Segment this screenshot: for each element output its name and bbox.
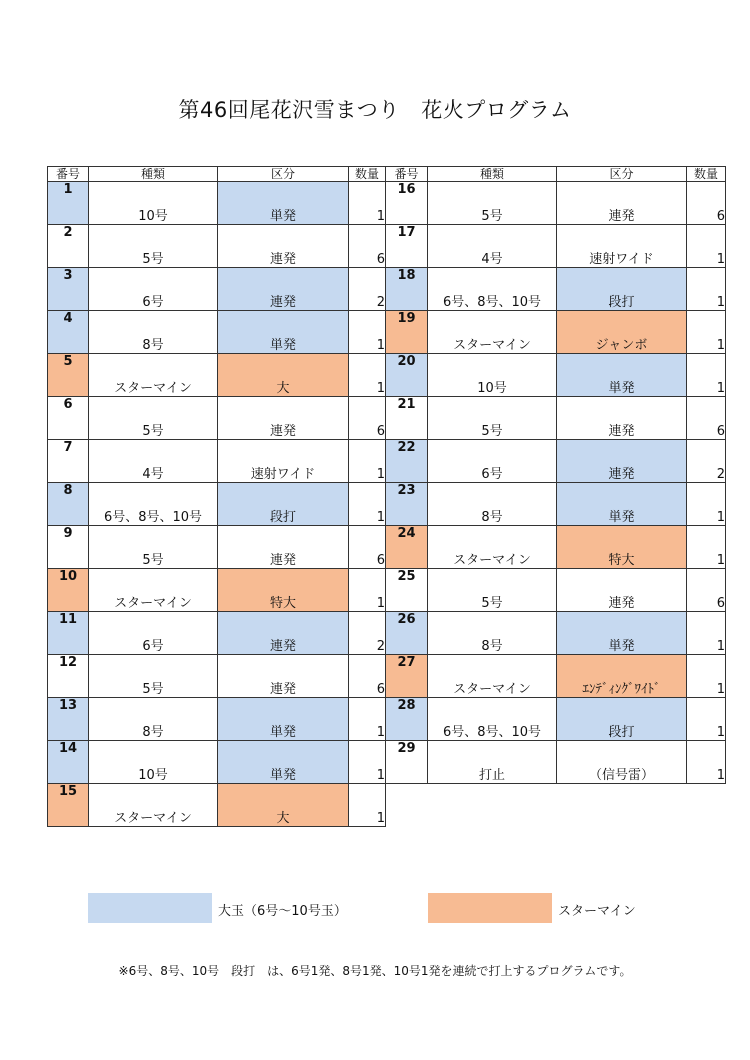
table-row [48,483,386,526]
program-number: 10 [48,569,89,612]
table-row [386,311,726,354]
firework-category: 特大 [218,569,349,612]
program-number: 12 [48,655,89,698]
firework-category: 連発 [218,268,349,311]
firework-category: 連発 [218,526,349,569]
firework-category: 単発 [557,483,687,526]
firework-kind: スターマイン [89,569,218,612]
firework-kind: 5号 [428,569,557,612]
table-row [386,569,726,612]
firework-category: 単発 [557,612,687,655]
program-number: 11 [48,612,89,655]
firework-quantity: 2 [687,440,726,483]
program-number: 3 [48,268,89,311]
firework-kind: スターマイン [428,526,557,569]
program-number: 1 [48,182,89,225]
firework-category: 特大 [557,526,687,569]
firework-quantity: 6 [687,569,726,612]
table-header-row [48,167,386,182]
table-row [386,741,726,784]
table-row [48,225,386,268]
table-header-row [386,167,726,182]
program-number: 14 [48,741,89,784]
program-table-right [385,166,726,784]
firework-kind: 6号 [428,440,557,483]
firework-kind: 5号 [89,225,218,268]
firework-kind: 10号 [428,354,557,397]
firework-category: 段打 [557,698,687,741]
firework-quantity: 1 [687,354,726,397]
table-row [48,655,386,698]
page-title: 第46回尾花沢雪まつり 花火プログラム [178,98,572,122]
table-row [386,612,726,655]
firework-quantity: 2 [349,612,386,655]
table-row [386,698,726,741]
firework-kind: スターマイン [428,311,557,354]
firework-kind: 6号、8号、10号 [89,483,218,526]
program-number: 27 [386,655,428,698]
program-number: 22 [386,440,428,483]
table-row [386,526,726,569]
firework-category: 連発 [557,569,687,612]
program-number: 19 [386,311,428,354]
program-number: 28 [386,698,428,741]
table-row [48,741,386,784]
firework-quantity: 1 [687,311,726,354]
table-row [386,225,726,268]
program-number: 6 [48,397,89,440]
program-number: 23 [386,483,428,526]
program-number: 29 [386,741,428,784]
header-cat: 区分 [557,167,687,182]
firework-category: 速射ワイド [218,440,349,483]
firework-category: 段打 [557,268,687,311]
firework-quantity: 6 [349,225,386,268]
legend-swatch-large-shell [88,893,212,923]
table-row [48,526,386,569]
program-number: 18 [386,268,428,311]
legend-swatch-starmine [428,893,552,923]
firework-category: 大 [218,354,349,397]
program-number: 20 [386,354,428,397]
program-number: 5 [48,354,89,397]
firework-quantity: 1 [687,526,726,569]
firework-category: 連発 [557,440,687,483]
firework-kind: スターマイン [89,784,218,827]
firework-quantity: 2 [349,268,386,311]
firework-quantity: 6 [687,397,726,440]
table-row [386,440,726,483]
firework-kind: 4号 [89,440,218,483]
firework-kind: 5号 [89,397,218,440]
firework-category: 連発 [557,397,687,440]
firework-category: 連発 [218,225,349,268]
table-row [386,182,726,225]
header-cat: 区分 [218,167,349,182]
firework-kind: 6号 [89,612,218,655]
firework-category: 連発 [218,655,349,698]
table-row [48,569,386,612]
program-number: 17 [386,225,428,268]
firework-category: （信号雷） [557,741,687,784]
program-number: 8 [48,483,89,526]
table-row [386,268,726,311]
firework-kind: 5号 [89,526,218,569]
firework-quantity: 6 [687,182,726,225]
firework-category: 単発 [557,354,687,397]
firework-quantity: 1 [687,268,726,311]
firework-quantity: 6 [349,397,386,440]
firework-quantity: 6 [349,526,386,569]
table-row [386,655,726,698]
legend-label-starmine: スターマイン [558,904,636,919]
table-row [48,784,386,827]
firework-kind: 8号 [428,612,557,655]
firework-category: 速射ワイド [557,225,687,268]
header-kind: 種類 [428,167,557,182]
table-row [48,354,386,397]
program-number: 2 [48,225,89,268]
program-number: 16 [386,182,428,225]
firework-quantity: 1 [687,225,726,268]
firework-kind: 8号 [89,698,218,741]
firework-kind: 8号 [428,483,557,526]
firework-quantity: 1 [687,655,726,698]
firework-quantity: 1 [349,741,386,784]
table-row [48,397,386,440]
firework-quantity: 1 [687,741,726,784]
table-row [48,698,386,741]
table-row [48,612,386,655]
firework-category: 連発 [218,612,349,655]
program-number: 15 [48,784,89,827]
firework-kind: スターマイン [89,354,218,397]
table-row [48,311,386,354]
program-number: 25 [386,569,428,612]
firework-kind: 4号 [428,225,557,268]
firework-quantity: 1 [687,483,726,526]
firework-kind: 6号、8号、10号 [428,268,557,311]
firework-quantity: 1 [349,698,386,741]
program-number: 24 [386,526,428,569]
firework-kind: 5号 [428,397,557,440]
firework-category: 連発 [557,182,687,225]
firework-kind: 5号 [428,182,557,225]
legend-label-large-shell: 大玉（6号～10号玉） [218,904,347,919]
firework-category: ジャンボ [557,311,687,354]
firework-kind: 打止 [428,741,557,784]
firework-category: 大 [218,784,349,827]
firework-quantity: 1 [687,612,726,655]
program-number: 13 [48,698,89,741]
table-row [386,483,726,526]
firework-quantity: 1 [349,440,386,483]
table-row [386,354,726,397]
header-qty: 数量 [349,167,386,182]
header-kind: 種類 [89,167,218,182]
table-row [48,182,386,225]
header-num: 番号 [48,167,89,182]
firework-kind: 5号 [89,655,218,698]
firework-quantity: 1 [349,569,386,612]
firework-kind: 8号 [89,311,218,354]
firework-quantity: 1 [349,354,386,397]
firework-quantity: 1 [687,698,726,741]
program-number: 4 [48,311,89,354]
firework-quantity: 1 [349,483,386,526]
firework-category: 単発 [218,698,349,741]
firework-kind: 10号 [89,741,218,784]
firework-category: 段打 [218,483,349,526]
header-qty: 数量 [687,167,726,182]
firework-category: ｴﾝﾃﾞｨﾝｸﾞﾜｲﾄﾞ [557,655,687,698]
firework-quantity: 1 [349,784,386,827]
program-table-left [47,166,386,827]
firework-category: 単発 [218,182,349,225]
firework-kind: 6号、8号、10号 [428,698,557,741]
firework-kind: スターマイン [428,655,557,698]
firework-category: 単発 [218,311,349,354]
firework-kind: 10号 [89,182,218,225]
program-number: 21 [386,397,428,440]
footnote: ※6号、8号、10号 段打 は、6号1発、8号1発、10号1発を連続で打上するプログラムです。 [118,964,632,978]
firework-kind: 6号 [89,268,218,311]
firework-category: 連発 [218,397,349,440]
firework-quantity: 1 [349,311,386,354]
table-row [48,268,386,311]
program-number: 26 [386,612,428,655]
program-number: 7 [48,440,89,483]
table-row [48,440,386,483]
firework-category: 単発 [218,741,349,784]
firework-quantity: 1 [349,182,386,225]
table-row [386,397,726,440]
firework-quantity: 6 [349,655,386,698]
header-num: 番号 [386,167,428,182]
program-number: 9 [48,526,89,569]
